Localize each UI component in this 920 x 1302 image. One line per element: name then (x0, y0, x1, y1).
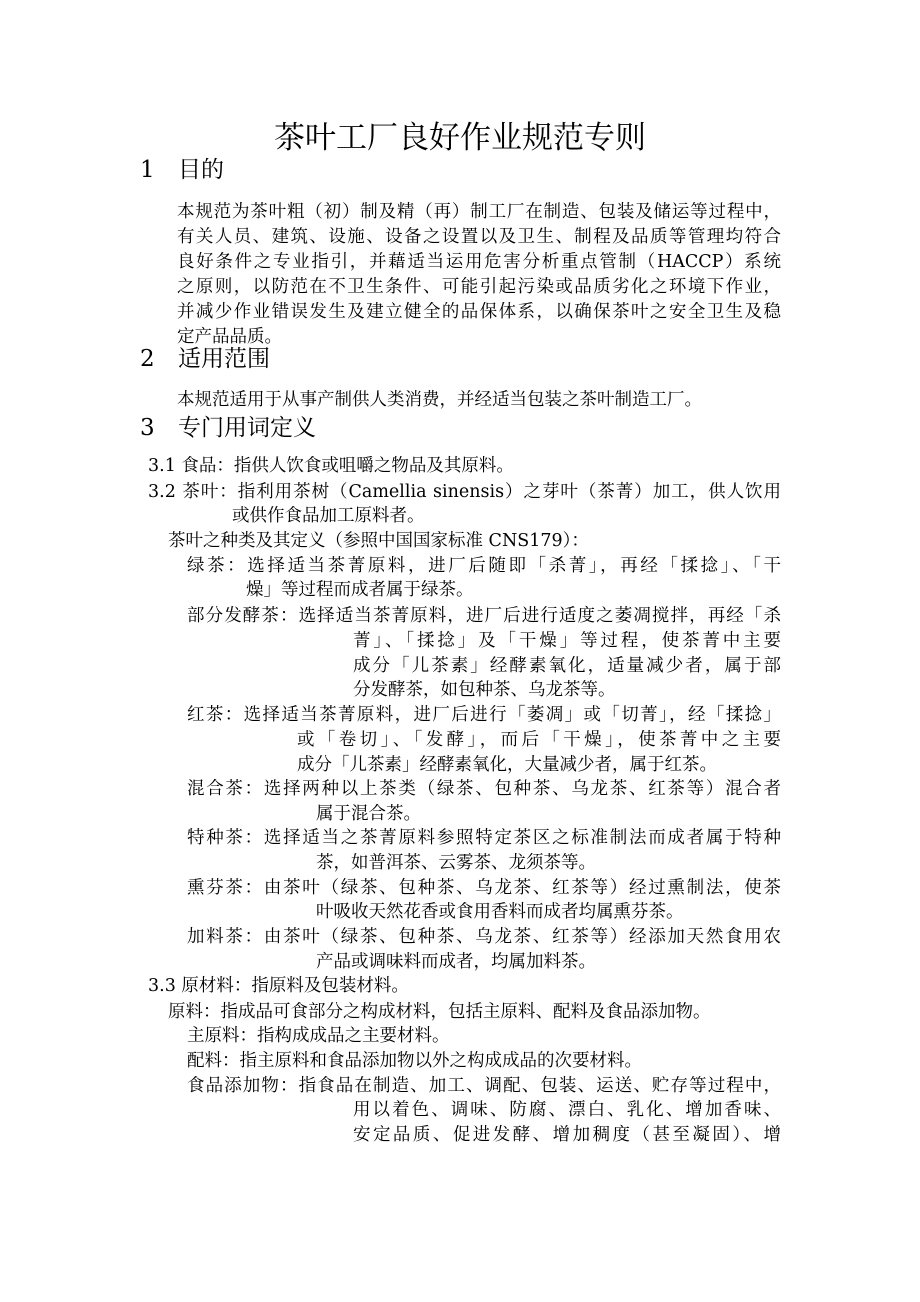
document-title: 茶叶工厂良好作业规范专则 (274, 120, 646, 156)
text-line: 成分「儿茶素」经酵素氧化，大量减少者，属于红茶。 (297, 755, 717, 775)
text-line: 茶叶之种类及其定义（参照中国国家标准 CNS179）： (168, 531, 589, 551)
text-line: 叶吸收天然花香或食用香料而成者均属熏芬茶。 (316, 902, 684, 922)
text-line: 燥」等过程而成者属于绿茶。 (246, 580, 474, 600)
text-line: 绿茶：选择适当茶菁原料，进厂后随即「杀菁」，再经「揉捻」、「干 (187, 556, 781, 576)
section-heading: 目的 (178, 157, 224, 183)
text-line: 混合茶：选择两种以上茶类（绿茶、包种茶、乌龙茶、红茶等）混合者 (187, 779, 781, 799)
text-line: 成分「儿茶素」经酵素氧化，适量减少者，属于部 (353, 656, 781, 676)
text-line: 3.2 茶叶：指利用茶树（Camellia sinensis）之芽叶（茶菁）加工，供人饮用 (148, 482, 781, 502)
text-line: 本规范适用于从事产制供人类消费，并经适当包装之茶叶制造工厂。 (177, 390, 702, 410)
section-number: 3 (140, 415, 155, 441)
section-heading: 专门用词定义 (178, 415, 316, 441)
text-line: 3.1 食品：指供人饮食或咀嚼之物品及其原料。 (148, 456, 514, 476)
text-line: 安定品质、促进发酵、增加稠度（甚至凝固）、增 (353, 1125, 781, 1145)
text-line: 有关人员、建筑、设施、设备之设置以及卫生、制程及品质等管理均符合 (177, 227, 781, 247)
section-heading: 适用范围 (178, 346, 270, 372)
text-line: 之原则，以防范在不卫生条件、可能引起污染或品质劣化之环境下作业， (177, 277, 781, 297)
text-line: 分发酵茶，如包种茶、乌龙茶等。 (353, 680, 616, 700)
section-number: 1 (140, 157, 155, 183)
text-line: 属于混合茶。 (316, 804, 421, 824)
text-line: 定产品品质。 (177, 327, 282, 347)
text-line: 红茶：选择适当茶菁原料，进厂后进行「萎凋」或「切菁」，经「揉捻」 (187, 705, 781, 725)
text-line: 配料：指主原料和食品添加物以外之构成成品的次要材料。 (187, 1051, 642, 1071)
text-line: 或「卷切」、「发酵」，而后「干燥」，使茶菁中之主要 (297, 730, 781, 750)
text-line: 良好条件之专业指引，并藉适当运用危害分析重点管制（HACCP）系统 (177, 252, 781, 272)
text-line: 并减少作业错误发生及建立健全的品保体系，以确保茶叶之安全卫生及稳 (177, 302, 781, 322)
text-line: 原料：指成品可食部分之构成材料，包括主原料、配料及食品添加物。 (168, 1002, 711, 1022)
text-line: 或供作食品加工原料者。 (232, 506, 425, 526)
text-line: 菁」、「揉捻」及「干燥」等过程，使茶菁中主要 (353, 631, 781, 651)
text-line: 用以着色、调味、防腐、漂白、乳化、增加香味、 (353, 1100, 781, 1120)
text-line: 特种茶：选择适当之茶菁原料参照特定茶区之标准制法而成者属于特种 (187, 828, 781, 848)
text-line: 3.3 原材料：指原料及包装材料。 (148, 976, 409, 996)
text-line: 茶，如普洱茶、云雾茶、龙须茶等。 (316, 853, 596, 873)
text-line: 部分发酵茶：选择适当茶菁原料，进厂后进行适度之萎凋搅拌，再经「杀 (187, 606, 781, 626)
text-line: 食品添加物：指食品在制造、加工、调配、包装、运送、贮存等过程中， (187, 1076, 781, 1096)
section-number: 2 (140, 346, 155, 372)
text-line: 产品或调味料而成者，均属加料茶。 (316, 952, 596, 972)
text-line: 主原料：指构成成品之主要材料。 (187, 1026, 450, 1046)
text-line: 熏芬茶：由茶叶（绿茶、包种茶、乌龙茶、红茶等）经过熏制法，使茶 (187, 878, 781, 898)
text-line: 本规范为茶叶粗（初）制及精（再）制工厂在制造、包装及储运等过程中， (177, 202, 781, 222)
text-line: 加料茶：由茶叶（绿茶、包种茶、乌龙茶、红茶等）经添加天然食用农 (187, 927, 781, 947)
